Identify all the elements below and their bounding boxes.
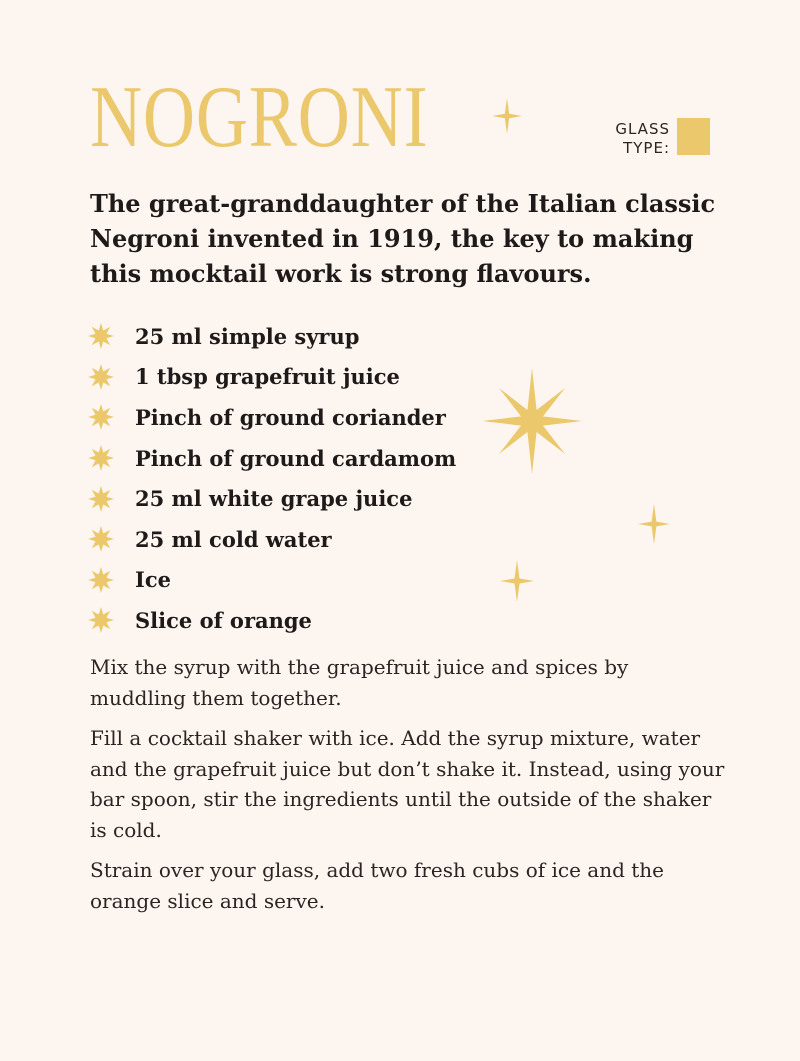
starburst-bullet-icon <box>88 486 114 512</box>
ingredient-text: 1 tbsp grapefruit juice <box>135 364 400 390</box>
glass-type-swatch <box>677 118 710 155</box>
ingredient-text: Ice <box>135 567 171 593</box>
recipe-intro: The great-granddaughter of the Italian classic Negroni invented in 1919, the key to making this mocktail work is strong flavours. <box>90 189 716 288</box>
ingredient-item <box>88 519 456 560</box>
ingredient-item <box>88 478 456 519</box>
ingredient-item <box>88 397 456 438</box>
sparkle-medium-icon <box>638 504 670 544</box>
ingredient-item <box>88 316 456 357</box>
recipe-title: NOGRONI <box>90 69 429 166</box>
ingredient-text: 25 ml white grape juice <box>135 486 413 512</box>
starburst-bullet-icon <box>88 404 114 430</box>
ingredient-text: 25 ml simple syrup <box>135 323 360 349</box>
sparkle-medium-icon <box>500 560 534 602</box>
starburst-bullet-icon <box>88 445 114 471</box>
starburst-bullet-icon <box>88 607 114 633</box>
ingredient-item <box>88 560 456 601</box>
method-step: Strain over your glass, add two fresh cubs of ice and the orange slice and serve. <box>90 858 665 913</box>
method-step: Mix the syrup with the grapefruit juice and spices by muddling them together. <box>90 655 629 710</box>
ingredient-text: Pinch of ground coriander <box>135 404 446 430</box>
starburst-bullet-icon <box>88 364 114 390</box>
starburst-bullet-icon <box>88 567 114 593</box>
sparkle-large-icon <box>482 368 582 474</box>
method-step: Fill a cocktail shaker with ice. Add the syrup mixture, water and the grapefruit juice but don’t shake it. Instead, using your bar spoon, stir the ingredients until the outside of the shaker is cold. <box>90 726 725 842</box>
ingredient-text: Slice of orange <box>135 607 312 633</box>
ingredient-item <box>88 438 456 479</box>
glass-type <box>590 118 710 158</box>
sparkle-small-icon <box>492 98 522 134</box>
glass-type-label: GLASS TYPE: <box>615 120 670 157</box>
ingredient-text: 25 ml cold water <box>135 526 332 552</box>
ingredient-item <box>88 600 456 641</box>
starburst-bullet-icon <box>88 323 114 349</box>
starburst-bullet-icon <box>88 526 114 552</box>
ingredient-item <box>88 357 456 398</box>
ingredient-list <box>88 316 456 641</box>
method-section <box>90 652 730 926</box>
ingredient-text: Pinch of ground cardamom <box>135 445 457 471</box>
